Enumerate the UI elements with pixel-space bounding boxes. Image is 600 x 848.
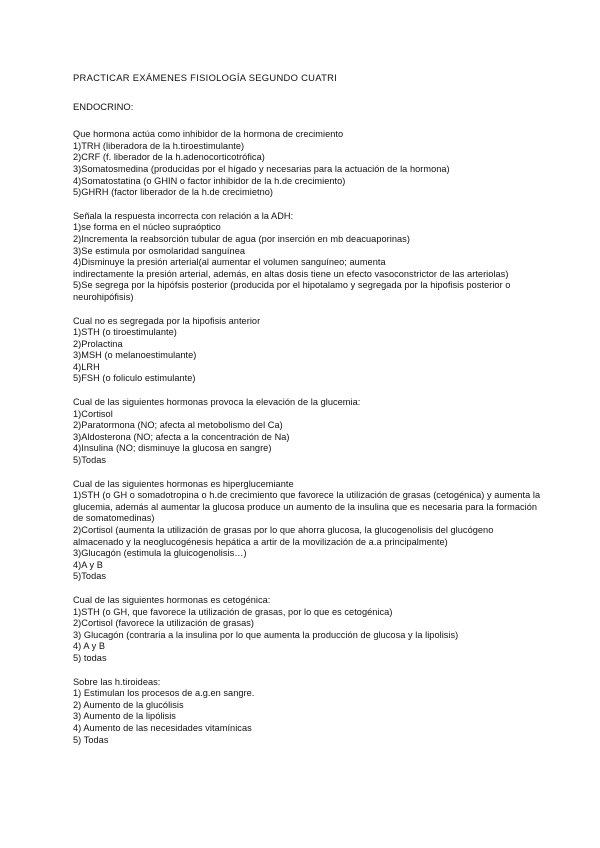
answer-option: 4)LRH [73,361,100,372]
answer-option: 3)Somatosmedina (producidas por el hígado y necesarias para la actuación de la hormona) [73,163,450,174]
answer-option: 5)Se segrega por la hipófsis posterior (producida por el hipotalamo y segregada por la hipofisis posterior o neurohipófisis) [73,280,511,302]
answer-option: 3) Glucagón (contraria a la insulina por lo que aumenta la producción de glucosa y la lipolisis) [73,629,459,640]
answer-option: 3) Aumento de la lipólisis [73,711,176,722]
answer-option: 3)Glucagón (estimula la gluicogenolisis…) [73,548,247,559]
answer-option: 1)STH (o GH o somadotropina o h.de crecimiento que favorece la utilización de grasas (cetogénica) y aumenta la glucemia, además al aumentar la glucosa produce un aumento de la insulina que es necesaria para la formación de somatomedinas) [73,490,541,524]
answer-option: 4)Insulina (NO; disminuye la glucosa en sangre) [73,443,272,454]
question-block [73,316,543,386]
answer-option: 5) Todas [73,734,109,745]
answer-option: 5)GHRH (factor liberador de la h.de crecimietno) [73,187,274,198]
question-text: Cual de las siguientes hormonas es cetogénica: [73,594,271,605]
answer-option: 5)Todas [73,455,107,466]
answer-option: 5)FSH (o foliculo estimulante) [73,373,196,384]
answer-option: 1)se forma en el núcleo supraóptico [73,222,221,233]
answer-option: 4)Somatostatina (o GHIN o factor inhibidor de la h.de crecimiento) [73,175,346,186]
question-list [73,129,543,746]
question-text: Cual de las siguientes hormonas provoca la elevación de la glucemia: [73,397,361,408]
answer-option: 1)STH (o GH, que favorece la utilización de grasas, por lo que es cetogénica) [73,606,393,617]
answer-option: 4) A y B [73,641,106,652]
question-text: Que hormona actúa como inhibidor de la hormona de crecimiento [73,129,344,140]
answer-option: 2) Aumento de la glucólisis [73,699,184,710]
answer-option: 5)Todas [73,571,107,582]
answer-option: 3)Aldosterona (NO; afecta a la concentración de Na) [73,431,290,442]
question-text: Cual no es segregada por la hipofisis anterior [73,315,261,326]
question-text: Sobre las h.tiroideas: [73,676,161,687]
answer-option: 5) todas [73,652,107,663]
answer-option: 2)Cortisol (aumenta la utilización de grasas por lo que ahorra glucosa, la glucogenolisis del glucógeno almacenado y la neoglucogénesis hepática a artir de la movilización de a.a principalmente) [73,525,494,547]
question-block [73,129,543,199]
question-block [73,211,543,304]
answer-option: 1)TRH (liberadora de la h.tiroestimulante) [73,140,245,151]
question-text: Cual de las siguientes hormonas es hiperglucemiante [73,478,294,489]
answer-option: 4)A y B [73,559,103,570]
answer-option: 2)Incrementa la reabsorción tubular de agua (por inserción en mb deacuaporinas) [73,233,410,244]
answer-option: 2)Cortisol (favorece la utilización de grasas) [73,618,255,629]
answer-option: 1)Cortisol [73,408,113,419]
answer-option: 3)MSH (o melanoestimulante) [73,350,197,361]
document-title: PRACTICAR EXÁMENES FISIOLOGÍA SEGUNDO CUATRI [73,72,338,83]
answer-option: 1)STH (o tiroestimulante) [73,327,177,338]
document-page [73,72,543,758]
question-block [73,595,543,665]
answer-option: 4) Aumento de las necesidades vitamínicas [73,722,252,733]
answer-option: 2)CRF (f. liberador de la h.adenocorticotrófica) [73,152,265,163]
answer-option: 2)Prolactina [73,338,123,349]
answer-option: 4)Disminuye la presión arterial(al aumentar el volumen sanguíneo; aumenta [73,257,386,268]
question-block [73,397,543,467]
question-block [73,479,543,583]
question-block [73,677,543,747]
question-text: Señala la respuesta incorrecta con relación a la ADH: [73,210,294,221]
answer-option: 2)Paratormona (NO; afecta al metobolismo del Ca) [73,420,283,431]
answer-option: 1) Estimulan los procesos de a.g.en sangre. [73,688,255,699]
section-heading: ENDOCRINO: [73,100,134,112]
answer-option: indirectamente la presión arterial, además, en altas dosis tiene un efecto vasoconstrictor de las arteriolas) [73,268,509,279]
answer-option: 3)Se estimula por osmolaridad sanguínea [73,245,246,256]
